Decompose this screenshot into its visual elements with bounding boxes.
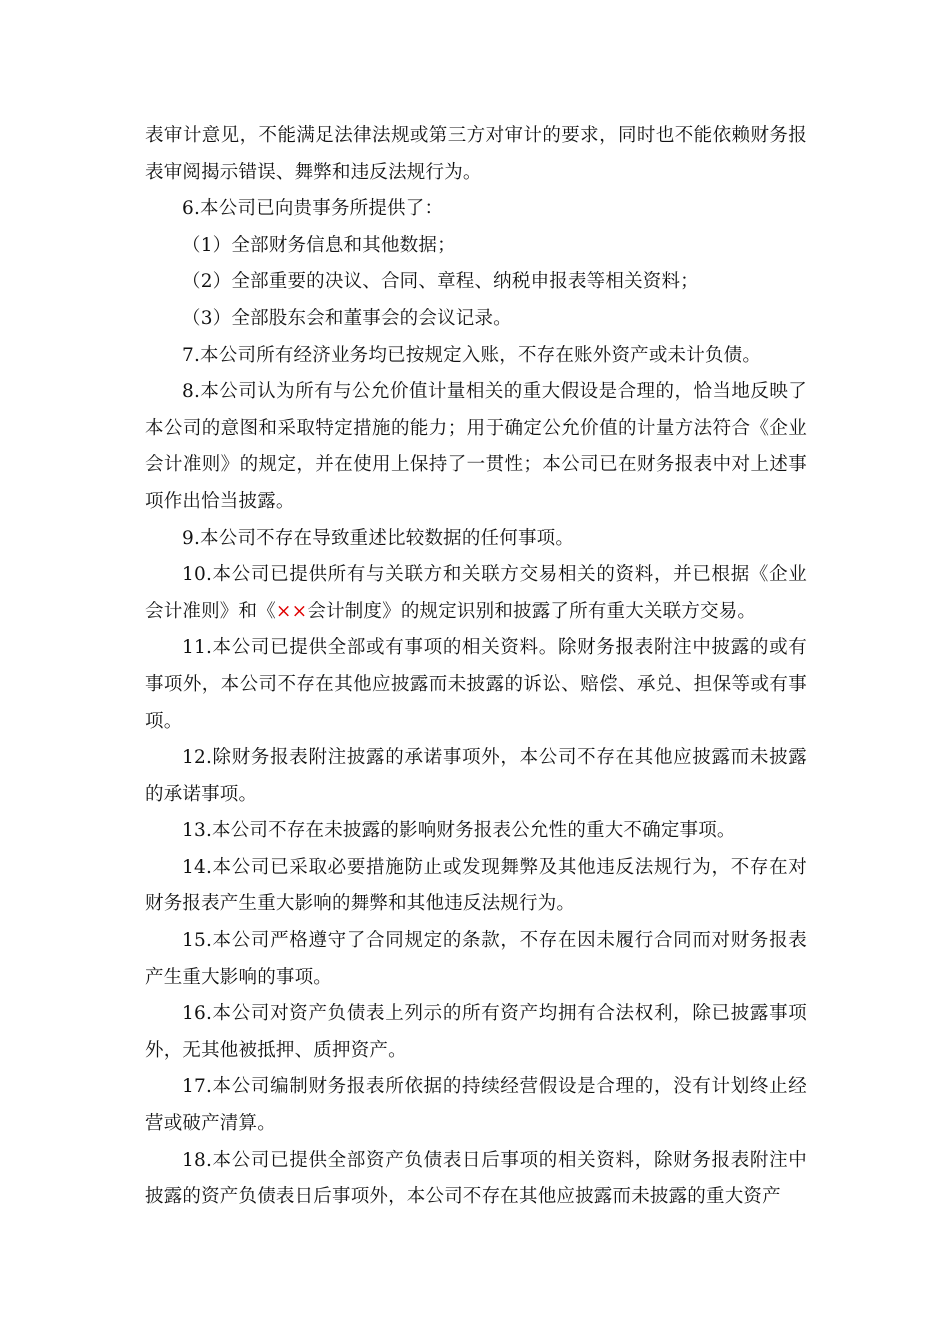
paragraph-8: 8.本公司认为所有与公允价值计量相关的重大假设是合理的，恰当地反映了本公司的意图和采取特定措施的能力；用于确定公允价值的计量方法符合《企业会计准则》的规定，并在使用上保持了一贯性；本公司已在财务报表中对上述事项作出恰当披露。	[145, 381, 807, 512]
paragraph-17: 17.本公司编制财务报表所依据的持续经营假设是合理的，没有计划终止经营或破产清算。	[145, 1076, 807, 1135]
paragraph-6-item-1: （1）全部财务信息和其他数据；	[182, 234, 456, 256]
paragraph-13: 13.本公司不存在未披露的影响财务报表公允性的重大不确定事项。	[182, 820, 736, 842]
paragraph-7: 7.本公司所有经济业务均已按规定入账，不存在账外资产或未计负债。	[182, 344, 762, 366]
paragraph-6-item-2: （2）全部重要的决议、合同、章程、纳税申报表等相关资料；	[182, 271, 699, 293]
paragraph-14: 14.本公司已采取必要措施防止或发现舞弊及其他违反法规行为，不存在对财务报表产生重大影响的舞弊和其他违反法规行为。	[145, 856, 807, 915]
paragraph-9: 9.本公司不存在导致重述比较数据的任何事项。	[182, 527, 575, 549]
paragraph-11: 11.本公司已提供全部或有事项的相关资料。除财务报表附注中披露的或有事项外，本公司不存在其他应披露而未披露的诉讼、赔偿、承兑、担保等或有事项。	[145, 637, 807, 732]
paragraph-15: 15.本公司严格遵守了合同规定的条款，不存在因未履行合同而对财务报表产生重大影响的事项。	[145, 930, 807, 988]
paragraph-10-text-before: 10.本公司已提供所有与关联方和关联方交易相关的资料，并已根据《企业会计准则》和《	[145, 564, 807, 622]
paragraph-10-placeholder-marks: ××	[275, 600, 308, 622]
paragraph-6: 6.本公司已向贵事务所提供了：	[182, 198, 444, 220]
paragraph-10-text-after: 会计制度》的规定识别和披露了所有重大关联方交易。	[307, 600, 757, 622]
paragraph-16: 16.本公司对资产负债表上列示的所有资产均拥有合法权利，除已披露事项外，无其他被抵押、质押资产。	[145, 1003, 807, 1061]
document-page	[145, 118, 807, 1216]
paragraph-6-item-3: （3）全部股东会和董事会的会议记录。	[182, 307, 512, 329]
paragraph-12: 12.除财务报表附注披露的承诺事项外，本公司不存在其他应披露而未披露的承诺事项。	[145, 747, 807, 805]
paragraph-continued: 表审计意见，不能满足法律法规或第三方对审计的要求，同时也不能依赖财务报表审阅揭示错误、舞弊和违反法规行为。	[145, 125, 807, 183]
paragraph-18: 18.本公司已提供全部资产负债表日后事项的相关资料，除财务报表附注中披露的资产负债表日后事项外，本公司不存在其他应披露而未披露的重大资产	[145, 1149, 807, 1208]
paragraph-10	[145, 557, 807, 630]
